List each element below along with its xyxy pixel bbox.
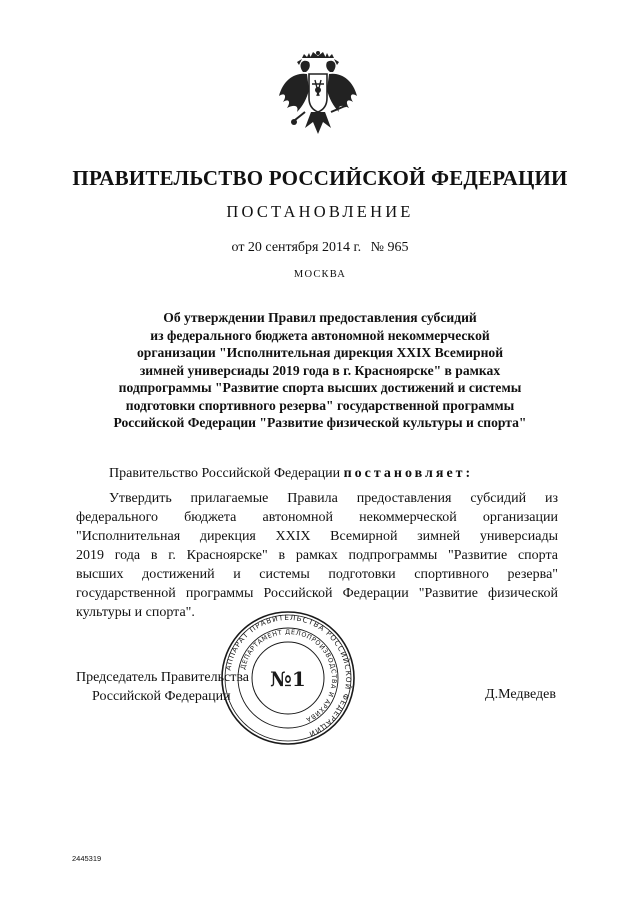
- paragraph-line: 2019 года в г. Красноярске" в рамках подпрограммы "Развитие спорта: [76, 548, 558, 563]
- number-label: №: [370, 240, 384, 255]
- document-subject: [80, 309, 560, 432]
- city: МОСКВА: [293, 269, 347, 280]
- document-id: 2445319: [72, 854, 102, 863]
- government-title: ПРАВИТЕЛЬСТВО РОССИЙСКОЙ ФЕДЕРАЦИИ: [72, 166, 568, 190]
- resolution-paragraph: [76, 489, 558, 622]
- signatory-name: Д.Медведев: [485, 687, 556, 702]
- stamp-outer-text: АППАРАТ ПРАВИТЕЛЬСТВА РОССИЙСКОЙ ФЕДЕРАЦИИ: [223, 612, 354, 740]
- stamp-number: №1: [270, 667, 306, 691]
- resolves-word: постановляет:: [343, 466, 474, 481]
- document-type: ПОСТАНОВЛЕНИЕ: [226, 202, 414, 221]
- position-line: Председатель Правительства: [76, 670, 249, 685]
- paragraph-line: высших достижений и системы подготовки спортивного резерва": [76, 567, 558, 582]
- paragraph-line: "Исполнительная дирекция XXIX Всемирной зимней универсиады: [76, 529, 558, 544]
- stamp-inner-text: ДЕПАРТАМЕНТ ДЕЛОПРОИЗВОДСТВА И АРХИВА: [238, 627, 339, 724]
- russian-coat-of-arms-icon: [275, 50, 361, 150]
- document-date: от 20 сентября 2014 г.: [231, 240, 362, 255]
- paragraph-line: Утвердить прилагаемые Правила предоставления субсидий из: [109, 491, 558, 506]
- date-line: [0, 240, 640, 256]
- intro-text: Правительство Российской Федерации: [109, 466, 341, 481]
- subject-line: Российской Федерации "Развитие физической культуры и спорта": [113, 415, 527, 430]
- subject-line: организации "Исполнительная дирекция XXIX Всемирной: [136, 345, 504, 360]
- subject-line: из федерального бюджета автономной некоммерческой: [150, 327, 490, 343]
- subject-line: подготовки спортивного резерва" государственной программы: [125, 397, 515, 413]
- paragraph-line: федерального бюджета автономной некоммерческой организации: [76, 510, 558, 525]
- subject-line: зимней универсиады 2019 года в г. Красноярске" в рамках: [139, 362, 501, 378]
- document-number: 965: [387, 240, 409, 255]
- paragraph-line: культуры и спорта".: [76, 605, 195, 620]
- official-stamp-icon: [218, 608, 358, 748]
- subject-line: подпрограммы "Развитие спорта высших достижений и системы: [118, 380, 522, 395]
- position-line: Российской Федерации: [92, 689, 231, 704]
- resolution-intro: [76, 464, 558, 483]
- paragraph-line: государственной программы Российской Федерации "Развитие физической: [76, 586, 558, 601]
- subject-line: Об утверждении Правил предоставления субсидий: [163, 310, 477, 325]
